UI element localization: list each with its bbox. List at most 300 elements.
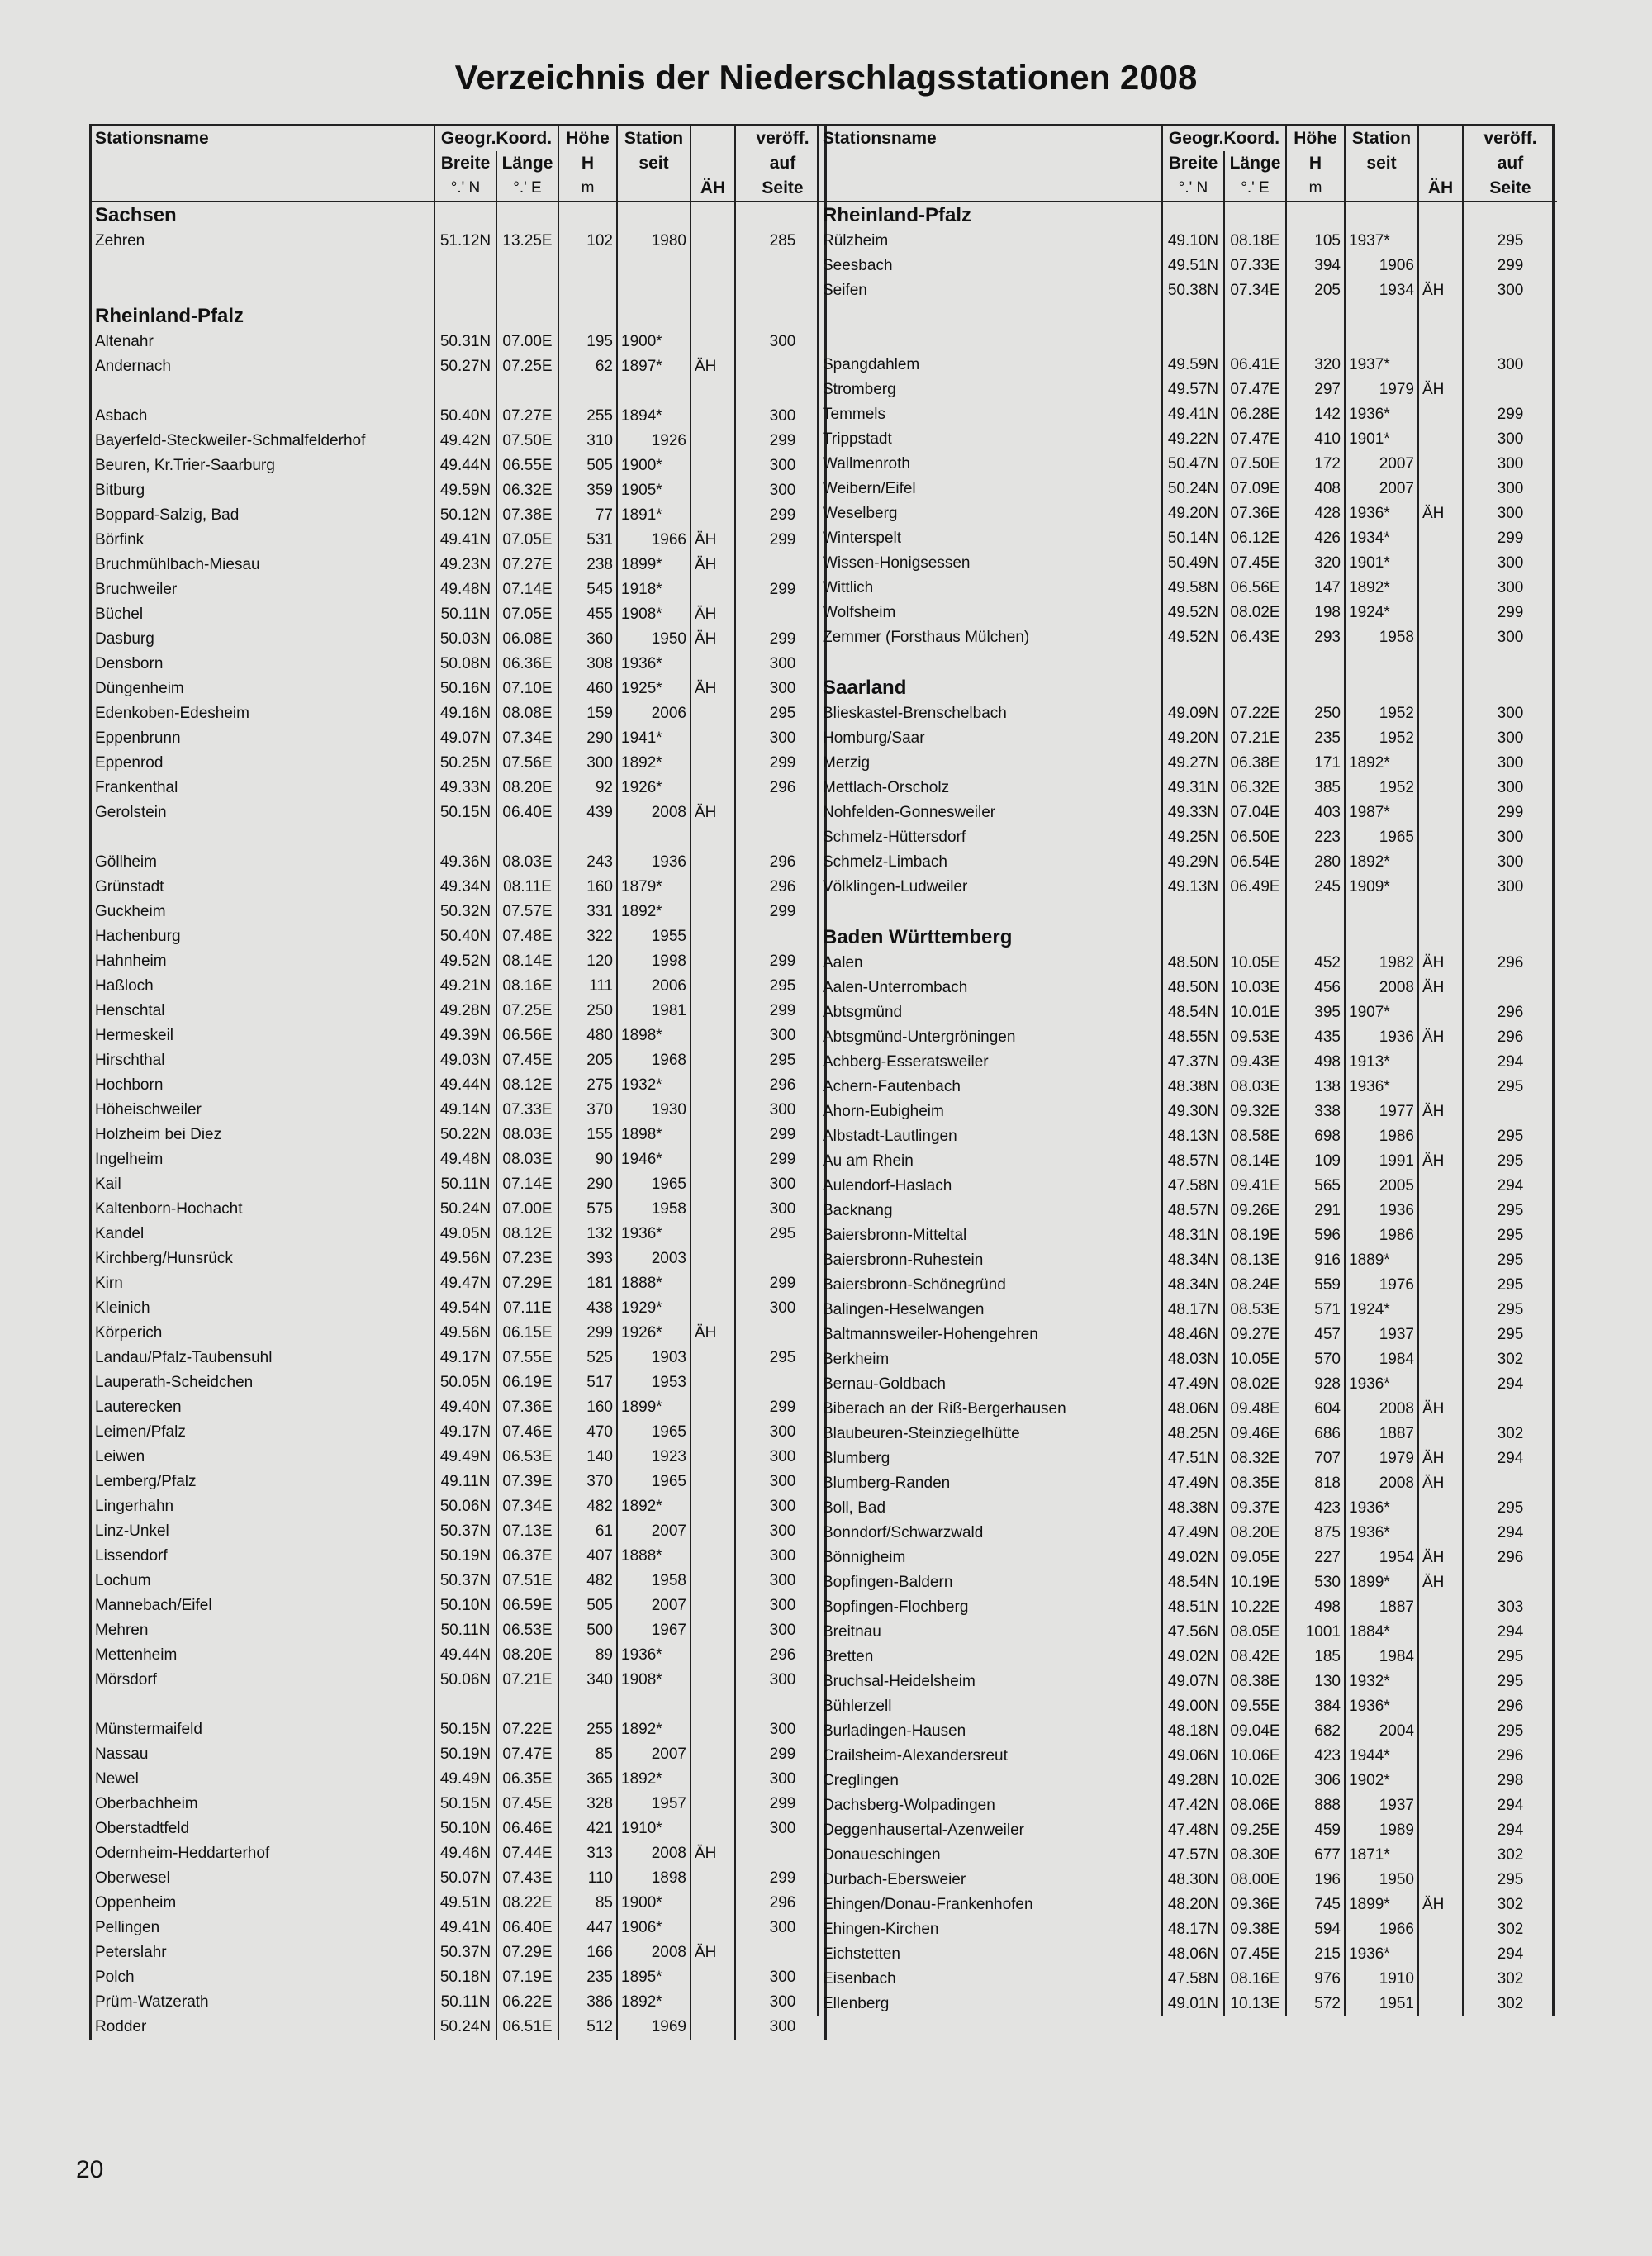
height: 171 bbox=[1286, 751, 1345, 776]
latitude: 49.48N bbox=[434, 577, 496, 602]
table-row bbox=[92, 999, 829, 1024]
table-row bbox=[819, 1942, 1557, 1967]
latitude: 49.48N bbox=[434, 1147, 496, 1172]
longitude: 08.13E bbox=[1224, 1248, 1286, 1273]
longitude: 08.00E bbox=[1224, 1868, 1286, 1893]
table-row bbox=[92, 1346, 829, 1370]
publication-page: 294 bbox=[1463, 1793, 1557, 1818]
height: 243 bbox=[558, 850, 617, 875]
region-row bbox=[819, 675, 1557, 701]
height: 290 bbox=[558, 726, 617, 751]
station-since: 2005 bbox=[1345, 1174, 1418, 1199]
station-since: 1977 bbox=[1345, 1100, 1418, 1124]
longitude: 06.41E bbox=[1224, 353, 1286, 378]
height: 250 bbox=[1286, 701, 1345, 726]
table-row bbox=[92, 1321, 829, 1346]
station-since: 1965 bbox=[617, 1172, 691, 1197]
station-since: 1936* bbox=[1345, 501, 1418, 526]
ah-flag bbox=[1418, 1521, 1463, 1546]
table-row bbox=[92, 949, 829, 974]
longitude: 08.06E bbox=[1224, 1793, 1286, 1818]
height: 408 bbox=[1286, 477, 1345, 501]
latitude: 50.24N bbox=[1162, 477, 1224, 501]
height: 505 bbox=[558, 1593, 617, 1618]
station-since: 2008 bbox=[617, 1940, 691, 1965]
latitude: 50.06N bbox=[434, 1494, 496, 1519]
table-row bbox=[92, 627, 829, 652]
ah-flag: ÄH bbox=[691, 627, 735, 652]
longitude: 08.22E bbox=[496, 1891, 558, 1916]
table-row bbox=[92, 577, 829, 602]
ah-flag bbox=[691, 1668, 735, 1693]
station-since: 1936* bbox=[1345, 1521, 1418, 1546]
height: 291 bbox=[1286, 1199, 1345, 1223]
table-row bbox=[819, 1000, 1557, 1025]
station-name: Gerolstein bbox=[95, 804, 167, 821]
longitude: 06.51E bbox=[496, 2015, 558, 2040]
station-name: Grünstadt bbox=[95, 878, 164, 895]
publication-page bbox=[735, 800, 829, 825]
table-row bbox=[92, 652, 829, 677]
station-name: Weibern/Eifel bbox=[823, 480, 916, 497]
height: 159 bbox=[558, 701, 617, 726]
latitude: 50.40N bbox=[434, 924, 496, 949]
ah-flag bbox=[691, 330, 735, 354]
publication-page: 295 bbox=[1463, 1223, 1557, 1248]
station-name: Mannebach/Eifel bbox=[95, 1597, 212, 1614]
publication-page: 299 bbox=[735, 900, 829, 924]
publication-page: 294 bbox=[1463, 1620, 1557, 1645]
publication-page: 299 bbox=[735, 429, 829, 454]
station-since: 1930 bbox=[617, 1098, 691, 1123]
publication-page: 299 bbox=[735, 1147, 829, 1172]
latitude: 48.18N bbox=[1162, 1719, 1224, 1744]
publication-page bbox=[735, 602, 829, 627]
station-name: Stromberg bbox=[823, 381, 896, 398]
publication-page: 285 bbox=[735, 229, 829, 254]
longitude: 09.26E bbox=[1224, 1199, 1286, 1223]
station-since: 2008 bbox=[1345, 1397, 1418, 1422]
publication-page: 295 bbox=[1463, 1124, 1557, 1149]
longitude: 06.54E bbox=[1224, 850, 1286, 875]
publication-page: 299 bbox=[735, 627, 829, 652]
station-name: Eppenbrunn bbox=[95, 729, 181, 747]
ah-flag bbox=[1418, 353, 1463, 378]
longitude: 10.01E bbox=[1224, 1000, 1286, 1025]
latitude: 49.34N bbox=[434, 875, 496, 900]
latitude: 47.57N bbox=[1162, 1843, 1224, 1868]
longitude: 07.14E bbox=[496, 1172, 558, 1197]
height: 85 bbox=[558, 1891, 617, 1916]
station-name: Kandel bbox=[95, 1225, 145, 1242]
latitude: 49.07N bbox=[1162, 1669, 1224, 1694]
ah-flag: ÄH bbox=[1418, 378, 1463, 402]
ah-flag bbox=[1418, 1967, 1463, 1992]
ah-flag bbox=[691, 1420, 735, 1445]
longitude: 07.05E bbox=[496, 528, 558, 553]
publication-page: 296 bbox=[735, 850, 829, 875]
table-row bbox=[92, 1147, 829, 1172]
publication-page: 300 bbox=[1463, 501, 1557, 526]
longitude: 07.11E bbox=[496, 1296, 558, 1321]
station-name: Rülzheim bbox=[823, 232, 889, 249]
latitude: 49.23N bbox=[434, 553, 496, 577]
publication-page: 300 bbox=[735, 1098, 829, 1123]
station-since: 1936 bbox=[617, 850, 691, 875]
station-since: 1944* bbox=[1345, 1744, 1418, 1769]
table-row bbox=[92, 429, 829, 454]
ah-flag bbox=[1418, 1868, 1463, 1893]
ah-flag: ÄH bbox=[1418, 1100, 1463, 1124]
ah-flag bbox=[1418, 1769, 1463, 1793]
ah-flag: ÄH bbox=[691, 553, 735, 577]
spacer-row bbox=[92, 254, 829, 278]
latitude: 49.02N bbox=[1162, 1546, 1224, 1570]
table-row bbox=[92, 1866, 829, 1891]
longitude: 07.00E bbox=[496, 1197, 558, 1222]
longitude: 09.05E bbox=[1224, 1546, 1286, 1570]
height: 447 bbox=[558, 1916, 617, 1940]
ah-flag bbox=[1418, 800, 1463, 825]
header-row bbox=[819, 126, 1557, 151]
longitude: 06.19E bbox=[496, 1370, 558, 1395]
table-row bbox=[819, 1100, 1557, 1124]
station-since: 2004 bbox=[1345, 1719, 1418, 1744]
latitude: 47.42N bbox=[1162, 1793, 1224, 1818]
longitude: 07.45E bbox=[1224, 1942, 1286, 1967]
height: 306 bbox=[1286, 1769, 1345, 1793]
table-row bbox=[819, 1075, 1557, 1100]
longitude: 07.25E bbox=[496, 999, 558, 1024]
ah-flag: ÄH bbox=[1418, 1546, 1463, 1570]
ah-flag bbox=[691, 1247, 735, 1271]
station-since: 1899* bbox=[617, 1395, 691, 1420]
latitude: 50.11N bbox=[434, 602, 496, 627]
station-since: 1979 bbox=[1345, 378, 1418, 402]
station-name: Bopfingen-Baldern bbox=[823, 1574, 953, 1591]
col-auf: auf bbox=[735, 151, 829, 176]
latitude: 50.38N bbox=[1162, 278, 1224, 303]
table-row bbox=[819, 1546, 1557, 1570]
station-name: Lauterecken bbox=[95, 1399, 182, 1416]
publication-page: 302 bbox=[1463, 1843, 1557, 1868]
station-since: 1965 bbox=[617, 1420, 691, 1445]
station-since: 1936* bbox=[1345, 1942, 1418, 1967]
station-name: Odernheim-Heddarterhof bbox=[95, 1845, 270, 1862]
col-geogr-koord: Geogr.Koord. bbox=[434, 126, 558, 151]
station-name: Körperich bbox=[95, 1324, 163, 1342]
table-row bbox=[92, 503, 829, 528]
height: 198 bbox=[1286, 601, 1345, 625]
publication-page bbox=[735, 1247, 829, 1271]
station-name: Burladingen-Hausen bbox=[823, 1722, 966, 1740]
col-h: H bbox=[1286, 151, 1345, 176]
height: 423 bbox=[1286, 1744, 1345, 1769]
longitude: 06.59E bbox=[496, 1593, 558, 1618]
table-row bbox=[819, 601, 1557, 625]
station-since: 1892* bbox=[617, 1767, 691, 1792]
station-name: Seesbach bbox=[823, 257, 893, 274]
station-name: Lemberg/Pfalz bbox=[95, 1473, 197, 1490]
station-since: 1936 bbox=[1345, 1199, 1418, 1223]
table-row bbox=[92, 677, 829, 701]
height: 250 bbox=[558, 999, 617, 1024]
height: 185 bbox=[1286, 1645, 1345, 1669]
longitude: 07.19E bbox=[496, 1965, 558, 1990]
longitude: 07.36E bbox=[496, 1395, 558, 1420]
publication-page: 299 bbox=[735, 1395, 829, 1420]
latitude: 48.54N bbox=[1162, 1570, 1224, 1595]
station-since: 1892* bbox=[617, 1717, 691, 1742]
height: 328 bbox=[558, 1792, 617, 1817]
longitude: 08.35E bbox=[1224, 1471, 1286, 1496]
station-since: 1910 bbox=[1345, 1967, 1418, 1992]
height: 132 bbox=[558, 1222, 617, 1247]
longitude: 08.16E bbox=[1224, 1967, 1286, 1992]
table-row bbox=[819, 1992, 1557, 2016]
station-since: 1965 bbox=[1345, 825, 1418, 850]
publication-page bbox=[1463, 1397, 1557, 1422]
latitude: 50.12N bbox=[434, 503, 496, 528]
ah-flag bbox=[691, 1990, 735, 2015]
station-name: Oberstadtfeld bbox=[95, 1820, 190, 1837]
publication-page bbox=[735, 1321, 829, 1346]
table-row bbox=[819, 1645, 1557, 1669]
height: 1001 bbox=[1286, 1620, 1345, 1645]
ah-flag bbox=[691, 1965, 735, 1990]
table-row bbox=[92, 1817, 829, 1841]
height: 395 bbox=[1286, 1000, 1345, 1025]
ah-flag bbox=[1418, 1843, 1463, 1868]
station-name: Mehren bbox=[95, 1622, 149, 1639]
station-since: 1991 bbox=[1345, 1149, 1418, 1174]
ah-flag bbox=[691, 478, 735, 503]
height: 370 bbox=[558, 1470, 617, 1494]
longitude: 09.53E bbox=[1224, 1025, 1286, 1050]
col-lat-unit: °.' N bbox=[434, 176, 496, 202]
height: 677 bbox=[1286, 1843, 1345, 1868]
publication-page: 300 bbox=[1463, 551, 1557, 576]
station-name: Holzheim bei Diez bbox=[95, 1126, 222, 1143]
ah-flag bbox=[691, 751, 735, 776]
ah-flag bbox=[1418, 1372, 1463, 1397]
table-row bbox=[819, 1595, 1557, 1620]
station-since: 1952 bbox=[1345, 776, 1418, 800]
longitude: 08.05E bbox=[1224, 1620, 1286, 1645]
latitude: 48.20N bbox=[1162, 1893, 1224, 1917]
ah-flag bbox=[1418, 1942, 1463, 1967]
publication-page: 300 bbox=[735, 1544, 829, 1569]
station-name: Crailsheim-Alexandersreut bbox=[823, 1747, 1008, 1764]
col-lat-unit: °.' N bbox=[1162, 176, 1224, 202]
height: 110 bbox=[558, 1866, 617, 1891]
latitude: 49.17N bbox=[434, 1346, 496, 1370]
publication-page: 295 bbox=[1463, 1248, 1557, 1273]
station-name: Zehren bbox=[95, 232, 145, 249]
longitude: 09.25E bbox=[1224, 1818, 1286, 1843]
latitude: 48.06N bbox=[1162, 1397, 1224, 1422]
table-row bbox=[819, 1496, 1557, 1521]
height: 322 bbox=[558, 924, 617, 949]
col-station: Station bbox=[1345, 126, 1418, 151]
longitude: 10.06E bbox=[1224, 1744, 1286, 1769]
longitude: 07.44E bbox=[496, 1841, 558, 1866]
station-name: Ahorn-Eubigheim bbox=[823, 1103, 944, 1120]
station-name: Albstadt-Lautlingen bbox=[823, 1128, 957, 1145]
longitude: 08.12E bbox=[496, 1222, 558, 1247]
station-since: 2007 bbox=[617, 1519, 691, 1544]
station-since: 1900* bbox=[617, 454, 691, 478]
height: 365 bbox=[558, 1767, 617, 1792]
ah-flag bbox=[691, 1891, 735, 1916]
latitude: 50.11N bbox=[434, 1990, 496, 2015]
table-row bbox=[819, 1669, 1557, 1694]
publication-page: 300 bbox=[1463, 751, 1557, 776]
ah-flag bbox=[1418, 1992, 1463, 2016]
height: 456 bbox=[1286, 976, 1345, 1000]
latitude: 48.17N bbox=[1162, 1917, 1224, 1942]
publication-page: 300 bbox=[1463, 576, 1557, 601]
publication-page: 300 bbox=[735, 1668, 829, 1693]
height: 531 bbox=[558, 528, 617, 553]
publication-page: 300 bbox=[735, 726, 829, 751]
station-since: 1905* bbox=[617, 478, 691, 503]
col-veroeff: veröff. bbox=[1463, 126, 1557, 151]
publication-page: 294 bbox=[1463, 1050, 1557, 1075]
station-name: Achern-Fautenbach bbox=[823, 1078, 961, 1095]
spacer-row bbox=[819, 900, 1557, 924]
col-laenge: Länge bbox=[1224, 151, 1286, 176]
station-since: 1965 bbox=[617, 1470, 691, 1494]
height: 138 bbox=[1286, 1075, 1345, 1100]
longitude: 07.43E bbox=[496, 1866, 558, 1891]
table-row bbox=[92, 701, 829, 726]
publication-page: 299 bbox=[735, 1866, 829, 1891]
station-name: Durbach-Ebersweier bbox=[823, 1871, 966, 1888]
latitude: 49.56N bbox=[434, 1247, 496, 1271]
latitude: 50.18N bbox=[434, 1965, 496, 1990]
longitude: 07.50E bbox=[496, 429, 558, 454]
ah-flag: ÄH bbox=[1418, 1471, 1463, 1496]
station-since: 1966 bbox=[617, 528, 691, 553]
longitude: 06.37E bbox=[496, 1544, 558, 1569]
ah-flag: ÄH bbox=[1418, 1149, 1463, 1174]
station-name: Völklingen-Ludweiler bbox=[823, 878, 968, 895]
publication-page bbox=[735, 553, 829, 577]
longitude: 06.53E bbox=[496, 1618, 558, 1643]
ah-flag bbox=[1418, 477, 1463, 501]
longitude: 07.27E bbox=[496, 404, 558, 429]
table-row bbox=[819, 800, 1557, 825]
publication-page: 296 bbox=[735, 776, 829, 800]
ah-flag bbox=[691, 1395, 735, 1420]
longitude: 06.22E bbox=[496, 1990, 558, 2015]
table-row bbox=[819, 1149, 1557, 1174]
station-since: 1892* bbox=[617, 900, 691, 924]
longitude: 09.38E bbox=[1224, 1917, 1286, 1942]
station-name: Seifen bbox=[823, 282, 867, 299]
height: 89 bbox=[558, 1643, 617, 1668]
station-since: 1968 bbox=[617, 1048, 691, 1073]
station-since: 1967 bbox=[617, 1618, 691, 1643]
longitude: 07.45E bbox=[1224, 551, 1286, 576]
height: 195 bbox=[558, 330, 617, 354]
ah-flag bbox=[1418, 1669, 1463, 1694]
station-since: 1888* bbox=[617, 1544, 691, 1569]
station-name: Bonndorf/Schwarzwald bbox=[823, 1524, 984, 1541]
height: 111 bbox=[558, 974, 617, 999]
station-name: Lingerhahn bbox=[95, 1498, 174, 1515]
ah-flag bbox=[1418, 1199, 1463, 1223]
publication-page: 294 bbox=[1463, 1818, 1557, 1843]
station-name: Weselberg bbox=[823, 505, 898, 522]
table-row bbox=[819, 751, 1557, 776]
station-name: Zemmer (Forsthaus Mülchen) bbox=[823, 629, 1030, 646]
longitude: 08.03E bbox=[496, 850, 558, 875]
latitude: 50.19N bbox=[434, 1544, 496, 1569]
latitude: 49.51N bbox=[1162, 254, 1224, 278]
publication-page: 300 bbox=[1463, 875, 1557, 900]
station-name: Baltmannsweiler-Hohengehren bbox=[823, 1326, 1038, 1343]
table-row bbox=[819, 1967, 1557, 1992]
ah-flag: ÄH bbox=[691, 602, 735, 627]
ah-flag bbox=[691, 1916, 735, 1940]
publication-page: 294 bbox=[1463, 1372, 1557, 1397]
station-since: 2006 bbox=[617, 974, 691, 999]
latitude: 48.03N bbox=[1162, 1347, 1224, 1372]
station-since: 1899* bbox=[1345, 1893, 1418, 1917]
ah-flag bbox=[1418, 1323, 1463, 1347]
station-since: 1952 bbox=[1345, 701, 1418, 726]
col-auf: auf bbox=[1463, 151, 1557, 176]
ah-flag bbox=[691, 1470, 735, 1494]
longitude: 07.51E bbox=[496, 1569, 558, 1593]
table-row bbox=[819, 576, 1557, 601]
table-row bbox=[92, 924, 829, 949]
table-row bbox=[92, 2015, 829, 2040]
height: 166 bbox=[558, 1940, 617, 1965]
publication-page: 296 bbox=[1463, 1000, 1557, 1025]
ah-flag: ÄH bbox=[691, 1841, 735, 1866]
station-since: 1898* bbox=[617, 1123, 691, 1147]
station-name: Homburg/Saar bbox=[823, 729, 925, 747]
publication-page: 296 bbox=[735, 1891, 829, 1916]
station-name: Bönnigheim bbox=[823, 1549, 906, 1566]
station-since: 1982 bbox=[1345, 951, 1418, 976]
publication-page: 299 bbox=[1463, 800, 1557, 825]
ah-flag: ÄH bbox=[1418, 1570, 1463, 1595]
table-row bbox=[92, 1841, 829, 1866]
station-since: 1937* bbox=[1345, 353, 1418, 378]
ah-flag: ÄH bbox=[1418, 501, 1463, 526]
latitude: 49.25N bbox=[1162, 825, 1224, 850]
height: 482 bbox=[558, 1569, 617, 1593]
station-since: 1958 bbox=[617, 1197, 691, 1222]
height: 299 bbox=[558, 1321, 617, 1346]
longitude: 07.57E bbox=[496, 900, 558, 924]
station-name: Dachsberg-Wolpadingen bbox=[823, 1797, 995, 1814]
publication-page: 294 bbox=[1463, 1174, 1557, 1199]
publication-page bbox=[1463, 976, 1557, 1000]
ah-flag bbox=[691, 577, 735, 602]
latitude: 48.34N bbox=[1162, 1248, 1224, 1273]
station-since: 1891* bbox=[617, 503, 691, 528]
height: 61 bbox=[558, 1519, 617, 1544]
table-row bbox=[92, 602, 829, 627]
height: 594 bbox=[1286, 1917, 1345, 1942]
publication-page bbox=[735, 1940, 829, 1965]
height: 102 bbox=[558, 229, 617, 254]
